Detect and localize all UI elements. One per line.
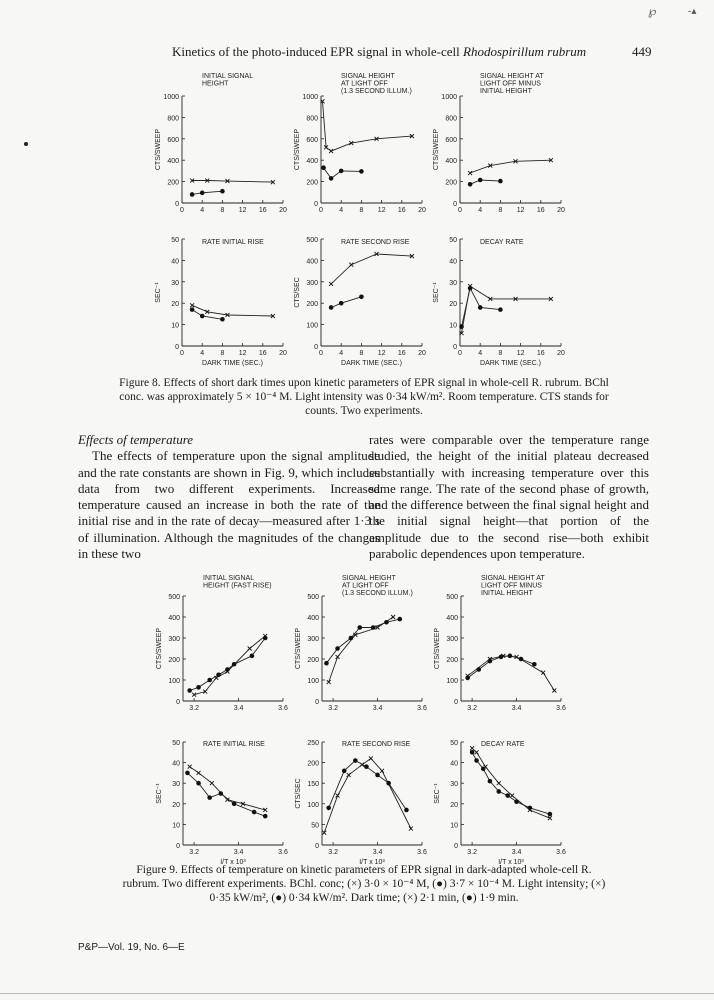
series-line (187, 773, 265, 816)
x-tick-label: 3.6 (556, 705, 566, 712)
chart-panel (433, 237, 565, 367)
x-axis-label: I/T x 10³ (498, 859, 524, 866)
y-tick-label: 200 (167, 179, 179, 187)
x-tick-label: 16 (258, 350, 267, 357)
y-tick-label: 200 (168, 657, 180, 664)
y-tick-label: 100 (446, 678, 458, 685)
data-point-cross (190, 303, 194, 307)
data-point-dot (339, 301, 344, 306)
paragraph: rates were comparable over the temperature range studied, the height of the initial plateau decreased substantially with increasing temperature over this same range. The rate of the second phase of growth, and the difference between the final signal height and the initial signal height—that portion of the amplitude due to the second rise—both exhibit parabolic dependences upon temperature. (369, 432, 649, 562)
y-tick-label: 0 (314, 201, 318, 208)
y-tick-label: 300 (168, 636, 180, 643)
y-tick-label: 10 (171, 322, 179, 330)
data-point-dot (386, 781, 391, 786)
series-line (472, 748, 550, 818)
x-tick-label: 3.6 (417, 705, 427, 712)
y-tick-label: 0 (175, 344, 179, 351)
data-point-dot (252, 810, 257, 815)
data-point-dot (468, 286, 473, 291)
data-point-cross (552, 689, 556, 693)
data-point-dot (342, 769, 347, 774)
x-tick-label: 16 (536, 350, 545, 357)
series-line (470, 160, 551, 173)
x-tick-label: 12 (238, 207, 247, 214)
data-point-dot (532, 662, 537, 667)
panel-title: RATE INITIAL RISE (202, 239, 264, 246)
x-tick-label: 12 (238, 350, 247, 357)
data-point-dot (496, 789, 501, 794)
data-point-dot (329, 305, 334, 310)
data-point-dot (187, 688, 192, 693)
y-tick-label: 300 (306, 279, 318, 287)
corner-mark: ℘ (648, 4, 657, 18)
y-tick-label: 20 (449, 301, 457, 309)
y-tick-label: 0 (176, 843, 180, 850)
data-point-cross (391, 615, 395, 619)
y-axis-label: CTS/SWEEP (295, 627, 302, 670)
panel-title: (1.3 SECOND ILLUM.) (342, 590, 413, 597)
y-tick-label: 20 (172, 801, 180, 809)
x-tick-label: 0 (180, 350, 184, 357)
y-tick-label: 400 (445, 158, 457, 166)
data-point-dot (190, 307, 195, 312)
chart-panel (156, 575, 288, 712)
data-point-dot (349, 636, 354, 641)
x-tick-label: 3.4 (372, 849, 383, 856)
data-point-dot (232, 662, 237, 667)
panel-title: DECAY RATE (480, 239, 524, 246)
x-tick-label: 4 (200, 350, 205, 357)
y-tick-label: 800 (306, 115, 318, 123)
y-tick-label: 200 (445, 179, 457, 187)
panel-title: SIGNAL HEIGHT AT (480, 73, 544, 80)
data-point-dot (196, 685, 201, 690)
chart-panel (295, 575, 427, 712)
y-tick-label: 50 (450, 740, 458, 747)
series-line (331, 254, 412, 284)
y-tick-label: 10 (449, 322, 457, 330)
data-point-dot (220, 189, 225, 194)
chart-panel (155, 237, 287, 367)
x-tick-label: 3.4 (372, 705, 383, 712)
paragraph: The effects of temperature upon the signal amplitude and the rate constants are shown in Fig. 9, which includes data from two different experiments. Increased temperature caused an increase in both the rate of the initial rise and in the rate of decay—measured after 1·3 s of illumination. Although the magnitudes of the changes in these two (78, 448, 380, 562)
series-line (462, 286, 551, 333)
data-point-cross (497, 781, 501, 785)
y-axis-label: SEC⁻¹ (155, 282, 162, 303)
data-point-cross (349, 263, 353, 267)
y-tick-label: 600 (167, 136, 179, 144)
y-axis-label: CTS/SEC (295, 778, 302, 809)
data-point-dot (384, 620, 389, 625)
data-point-dot (498, 179, 503, 184)
chart-panel (156, 740, 288, 866)
y-tick-label: 30 (171, 279, 179, 287)
data-point-dot (220, 317, 225, 322)
series-line (190, 767, 266, 810)
data-point-dot (476, 667, 481, 672)
x-tick-label: 3.2 (467, 705, 477, 712)
y-tick-label: 50 (172, 740, 180, 747)
x-tick-label: 16 (397, 350, 406, 357)
panel-title: RATE INITIAL RISE (203, 741, 265, 748)
data-point-dot (498, 307, 503, 312)
x-tick-label: 8 (498, 350, 503, 357)
y-tick-label: 300 (307, 636, 319, 643)
figure-9 (0, 570, 714, 870)
data-point-dot (263, 636, 268, 641)
x-tick-label: 4 (200, 207, 205, 214)
data-point-dot (232, 802, 237, 807)
x-tick-label: 16 (397, 207, 406, 214)
x-tick-label: 20 (418, 207, 426, 214)
series-line (192, 310, 222, 320)
y-tick-label: 200 (307, 657, 319, 664)
y-tick-label: 200 (307, 760, 319, 768)
x-tick-label: 0 (319, 350, 323, 357)
data-point-dot (465, 676, 470, 681)
data-point-dot (488, 659, 493, 664)
series-line (192, 191, 222, 194)
data-point-cross (541, 671, 545, 675)
y-tick-label: 10 (172, 822, 180, 830)
data-point-cross (210, 781, 214, 785)
data-point-dot (528, 806, 533, 811)
y-tick-label: 500 (168, 594, 180, 601)
data-point-dot (353, 758, 358, 763)
y-tick-label: 30 (449, 279, 457, 287)
panel-title: HEIGHT (202, 80, 229, 88)
y-tick-label: 100 (168, 678, 180, 685)
x-tick-label: 12 (516, 207, 525, 214)
data-point-dot (326, 806, 331, 811)
series-line (331, 297, 361, 308)
x-tick-label: 8 (220, 350, 225, 357)
text-column-left (78, 432, 380, 562)
data-point-dot (324, 661, 329, 666)
y-tick-label: 400 (167, 158, 179, 166)
x-tick-label: 3.6 (417, 849, 427, 856)
data-point-cross (409, 827, 413, 831)
x-axis-label: I/T x 10³ (359, 859, 385, 866)
data-point-dot (357, 625, 362, 630)
figure-8 (0, 0, 714, 372)
x-tick-label: 20 (279, 207, 287, 214)
x-tick-label: 3.6 (556, 849, 566, 856)
data-point-dot (207, 678, 212, 683)
data-point-dot (404, 808, 409, 813)
data-point-cross (468, 171, 472, 175)
data-point-cross (475, 750, 479, 754)
y-tick-label: 30 (450, 781, 458, 789)
y-tick-label: 0 (315, 843, 319, 850)
data-point-cross (380, 769, 384, 773)
y-tick-label: 200 (306, 301, 318, 309)
y-axis-label: CTS/SEC (294, 277, 301, 308)
y-tick-label: 0 (175, 201, 179, 208)
data-point-dot (478, 178, 483, 183)
data-point-dot (468, 182, 473, 187)
x-tick-label: 3.2 (189, 849, 199, 856)
y-tick-label: 50 (171, 237, 179, 244)
y-tick-label: 150 (307, 781, 319, 789)
panel-title: LIGHT OFF MINUS (480, 80, 541, 88)
data-point-cross (327, 680, 331, 684)
panel-title: INITIAL HEIGHT (481, 590, 533, 597)
y-tick-label: 100 (306, 322, 318, 330)
series-line (192, 181, 273, 183)
data-point-dot (207, 795, 212, 800)
y-tick-label: 600 (306, 136, 318, 144)
panel-title: INITIAL SIGNAL (203, 575, 255, 582)
data-point-dot (481, 766, 486, 771)
y-tick-label: 30 (172, 781, 180, 789)
series-line (190, 638, 266, 691)
y-tick-label: 40 (171, 258, 179, 266)
x-tick-label: 3.4 (233, 705, 244, 712)
panel-title: LIGHT OFF MINUS (481, 582, 542, 590)
data-point-cross (329, 282, 333, 286)
y-tick-label: 100 (307, 801, 319, 809)
data-point-cross (347, 773, 351, 777)
page-number: 449 (632, 44, 652, 59)
corner-mark: -▴ (688, 6, 697, 17)
y-tick-label: 0 (315, 699, 319, 706)
y-tick-label: 20 (450, 801, 458, 809)
panel-title: HEIGHT (FAST RISE) (203, 582, 272, 590)
x-axis-label: I/T x 10³ (220, 859, 246, 866)
data-point-dot (250, 654, 255, 659)
data-point-dot (335, 646, 340, 651)
x-axis-label: DARK TIME (SEC.) (480, 360, 541, 367)
panel-title: SIGNAL HEIGHT AT (481, 575, 545, 582)
y-tick-label: 1000 (302, 94, 318, 101)
panel-title: INITIAL SIGNAL (202, 73, 254, 80)
data-point-dot (218, 791, 223, 796)
data-point-dot (364, 764, 369, 769)
y-tick-label: 500 (307, 594, 319, 601)
data-point-cross (369, 756, 373, 760)
panel-title: (1.3 SECOND ILLUM.) (341, 88, 412, 95)
x-tick-label: 3.2 (328, 849, 338, 856)
running-header-species: Rhodospirillum rubrum (463, 44, 587, 59)
y-axis-label: CTS/SWEEP (294, 128, 301, 171)
series-line (472, 752, 550, 814)
text-column-right (369, 432, 649, 562)
panel-title: SIGNAL HEIGHT (342, 575, 396, 582)
y-axis-label: CTS/SWEEP (433, 128, 440, 171)
data-point-dot (263, 814, 268, 819)
panel-title: SIGNAL HEIGHT (341, 73, 395, 80)
data-point-dot (339, 169, 344, 174)
footer: P&P—Vol. 19, No. 6—E (78, 942, 185, 953)
y-tick-label: 600 (445, 136, 457, 144)
y-tick-label: 50 (311, 822, 319, 830)
x-tick-label: 8 (498, 207, 503, 214)
x-tick-label: 12 (516, 350, 525, 357)
y-axis-label: SEC⁻¹ (433, 282, 440, 303)
x-tick-label: 4 (339, 350, 344, 357)
panel-title: RATE SECOND RISE (342, 741, 411, 748)
data-point-dot (185, 771, 190, 776)
y-axis-label: CTS/SWEEP (156, 627, 163, 670)
data-point-dot (514, 799, 519, 804)
y-tick-label: 400 (307, 615, 319, 622)
y-tick-label: 40 (172, 760, 180, 768)
data-point-dot (225, 667, 230, 672)
data-point-dot (478, 305, 483, 310)
panel-title: AT LIGHT OFF (341, 80, 388, 88)
chart-panel (294, 237, 426, 367)
data-point-dot (470, 750, 475, 755)
x-tick-label: 4 (478, 207, 483, 214)
panel-title: AT LIGHT OFF (342, 582, 389, 590)
x-tick-label: 0 (319, 207, 323, 214)
x-tick-label: 8 (220, 207, 225, 214)
data-point-dot (190, 192, 195, 197)
data-point-dot (548, 812, 553, 817)
x-tick-label: 12 (377, 207, 386, 214)
data-point-cross (329, 149, 333, 153)
x-tick-label: 0 (180, 207, 184, 214)
y-tick-label: 250 (307, 740, 319, 747)
data-point-dot (200, 191, 205, 196)
y-tick-label: 0 (454, 699, 458, 706)
y-tick-label: 400 (306, 258, 318, 266)
y-tick-label: 0 (453, 344, 457, 351)
y-tick-label: 50 (449, 237, 457, 244)
data-point-dot (488, 779, 493, 784)
chart-panel (155, 73, 287, 214)
x-tick-label: 3.2 (467, 849, 477, 856)
data-point-cross (470, 746, 474, 750)
data-point-dot (216, 672, 221, 677)
x-tick-label: 3.4 (511, 849, 522, 856)
data-point-dot (359, 169, 364, 174)
y-tick-label: 0 (454, 843, 458, 850)
y-tick-label: 0 (176, 699, 180, 706)
chart-panel (433, 73, 565, 214)
data-point-dot (196, 781, 201, 786)
data-point-dot (519, 657, 524, 662)
x-tick-label: 3.4 (233, 849, 244, 856)
y-tick-label: 500 (446, 594, 458, 601)
data-point-dot (474, 758, 479, 763)
data-point-dot (397, 617, 402, 622)
data-point-dot (459, 324, 464, 329)
y-tick-label: 0 (314, 344, 318, 351)
x-tick-label: 8 (359, 207, 364, 214)
y-tick-label: 0 (453, 201, 457, 208)
y-axis-label: SEC⁻¹ (434, 783, 441, 804)
x-tick-label: 3.6 (278, 705, 288, 712)
x-tick-label: 16 (258, 207, 267, 214)
data-point-dot (321, 165, 326, 170)
series-line (194, 636, 265, 695)
data-point-cross (510, 794, 514, 798)
x-tick-label: 20 (418, 350, 426, 357)
x-tick-label: 0 (458, 207, 462, 214)
running-header-title: Kinetics of the photo-induced EPR signal in whole-cell (172, 44, 463, 59)
y-tick-label: 10 (450, 822, 458, 830)
chart-panel (295, 740, 427, 866)
chart-panel (434, 575, 566, 712)
x-tick-label: 16 (536, 207, 545, 214)
y-tick-label: 20 (171, 301, 179, 309)
y-tick-label: 500 (306, 237, 318, 244)
data-point-dot (371, 625, 376, 630)
chart-panel (294, 73, 426, 214)
x-tick-label: 3.4 (511, 705, 522, 712)
data-point-dot (329, 176, 334, 181)
data-point-dot (505, 793, 510, 798)
x-tick-label: 20 (279, 350, 287, 357)
data-point-dot (359, 294, 364, 299)
page-edge (0, 993, 714, 994)
figure-9-caption: Figure 9. Effects of temperature on kinetic parameters of EPR signal in dark-adapted whole-cell R. rubrum. Two different experiments. BChl. conc; (×) 3·0 × 10⁻⁴ M, (●) 3·7 × 10⁻⁴ M. Light intensity; (×) 0·35 kW/m², (●) 0·34 kW/m². Dark time; (×) 2·1 min, (●) 1·9 min. (122, 864, 606, 904)
x-tick-label: 12 (377, 350, 386, 357)
y-tick-label: 800 (445, 115, 457, 123)
data-point-cross (248, 647, 252, 651)
x-tick-label: 3.2 (189, 705, 199, 712)
y-tick-label: 300 (446, 636, 458, 643)
chart-panel (434, 740, 566, 866)
x-tick-label: 8 (359, 350, 364, 357)
series-line (323, 101, 412, 151)
section-heading: Effects of temperature (78, 432, 194, 447)
y-tick-label: 800 (167, 115, 179, 123)
y-tick-label: 400 (446, 615, 458, 622)
y-axis-label: SEC⁻¹ (156, 783, 163, 804)
data-point-dot (375, 773, 380, 778)
x-tick-label: 3.6 (278, 849, 288, 856)
y-tick-label: 400 (168, 615, 180, 622)
data-point-dot (499, 655, 504, 660)
x-tick-label: 20 (557, 207, 565, 214)
series-line (192, 305, 273, 316)
x-tick-label: 4 (478, 350, 483, 357)
x-axis-label: DARK TIME (SEC.) (341, 360, 402, 367)
data-point-cross (197, 771, 201, 775)
series-line (470, 180, 500, 184)
x-axis-label: DARK TIME (SEC.) (202, 360, 263, 367)
y-tick-label: 100 (307, 678, 319, 685)
x-tick-label: 3.2 (328, 705, 338, 712)
y-tick-label: 200 (306, 179, 318, 187)
y-tick-label: 400 (306, 158, 318, 166)
y-tick-label: 200 (446, 657, 458, 664)
data-point-cross (188, 765, 192, 769)
y-tick-label: 1000 (163, 94, 179, 101)
x-tick-label: 4 (339, 207, 344, 214)
y-tick-label: 40 (450, 760, 458, 768)
y-tick-label: 1000 (441, 94, 457, 101)
x-tick-label: 20 (557, 350, 565, 357)
figure-8-caption: Figure 8. Effects of short dark times upon kinetic parameters of EPR signal in whole-cell R. rubrum. BChl conc. was approximately 5 × 10⁻⁴ M. Light intensity was 0·34 kW/m². Room temperature. CTS stands for counts. Two experiments. (119, 377, 609, 417)
data-point-dot (200, 314, 205, 319)
x-tick-label: 0 (458, 350, 462, 357)
panel-title: INITIAL HEIGHT (480, 88, 532, 95)
y-axis-label: CTS/SWEEP (155, 128, 162, 171)
series-line (468, 656, 555, 691)
y-tick-label: 40 (449, 258, 457, 266)
panel-title: RATE SECOND RISE (341, 239, 410, 246)
data-point-cross (548, 816, 552, 820)
panel-title: DECAY RATE (481, 741, 525, 748)
data-point-dot (508, 654, 513, 659)
y-axis-label: CTS/SWEEP (434, 627, 441, 670)
